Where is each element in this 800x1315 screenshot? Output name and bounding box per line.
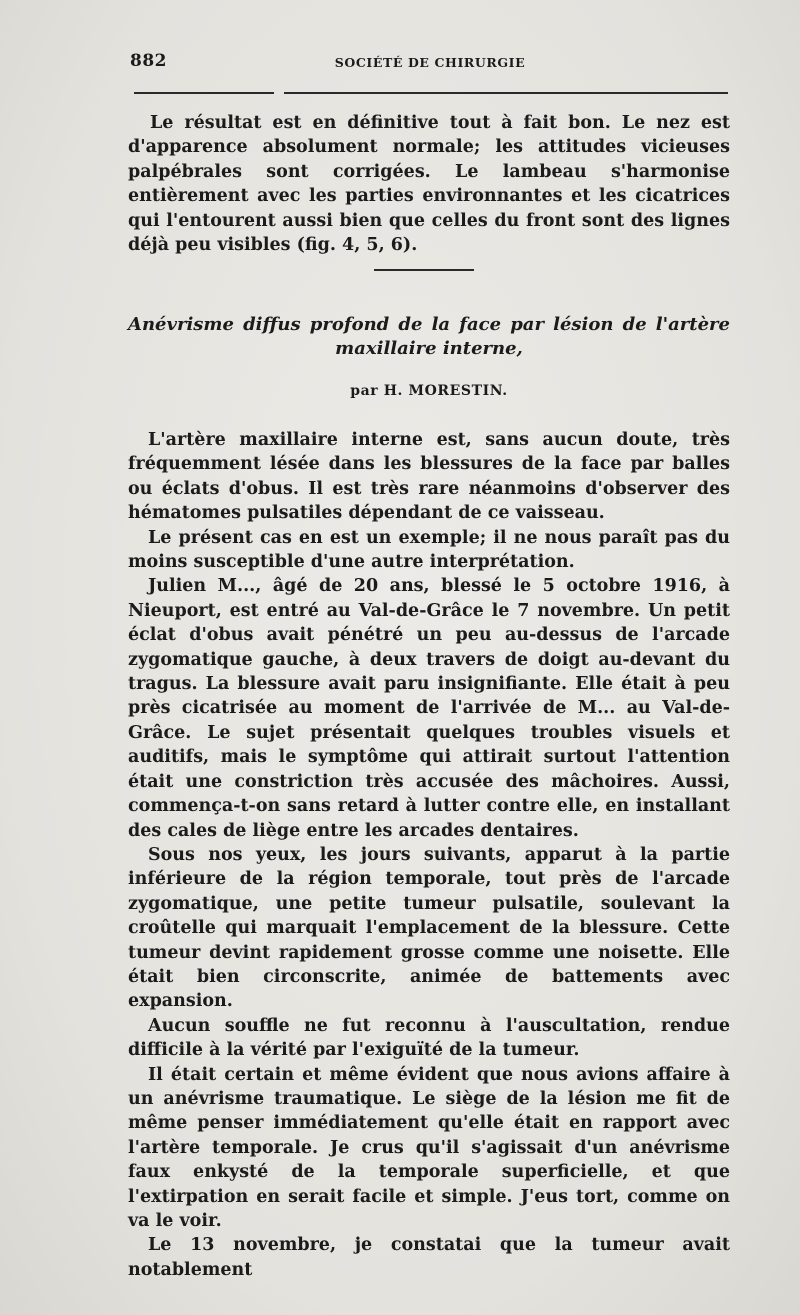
article-title xyxy=(128,313,730,361)
article-paragraph: Aucun souffle ne fut reconnu à l'auscultation, rendue difficile à la vérité par l'exiguïté de la tumeur. xyxy=(128,1015,730,1061)
article-paragraph: L'artère maxillaire interne est, sans aucun doute, très fréquemment lésée dans les blessures de la face par balles ou éclats d'obus. Il est très rare néanmoins d'observer des hématomes pulsatiles dépendant de ce vaisseau. xyxy=(128,430,730,524)
article-paragraph: Il était certain et même évident que nous avions affaire à un anévrisme traumatique. Le siège de la lésion me fit de même penser immédiatement qu'elle était en rapport avec l'artère temporale. Je crus qu'il s'agissait d'un anévrisme faux enkysté de la temporale superficielle, et que l'extirpation en serait facile et simple. J'eus tort, comme on va le voir. xyxy=(128,1064,730,1231)
article-paragraph: Julien M..., âgé de 20 ans, blessé le 5 octobre 1916, à Nieuport, est entré au Val-de-Grâce le 7 novembre. Un petit éclat d'obus avait pénétré un peu au-dessus de l'arcade zygomatique gauche, à deux travers de doigt au-devant du tragus. La blessure avait paru insignifiante. Elle était à peu près cicatrisée au moment de l'arrivée de M... au Val-de-Grâce. Le sujet présentait quelques troubles visuels et auditifs, mais le symptôme qui attirait surtout l'attention était une constriction très accusée des mâchoires. Aussi, commença-t-on sans retard à lutter contre elle, en installant des cales de liège entre les arcades dentaires. xyxy=(128,576,730,841)
article-paragraph: Sous nos yeux, les jours suivants, apparut à la partie inférieure de la région temporale, tout près de l'arcade zygomatique, une petite tumeur pulsatile, soulevant la croûtelle qui marquait l'emplacement de la blessure. Cette tumeur devint rapidement grosse comme une noisette. Elle était bien circonscrite, animée de battements avec expansion. xyxy=(128,844,730,1012)
intro-paragraph: Le résultat est en définitive tout à fait bon. Le nez est d'apparence absolument normale; les attitudes vicieuses palpébrales sont corrigées. Le lambeau s'harmonise entièrement avec les parties environnantes et les cicatrices qui l'entourent aussi bien que celles du front sont des lignes déjà peu visibles (fig. 4, 5, 6). xyxy=(128,113,730,256)
article-paragraph: Le 13 novembre, je constatai que la tumeur avait notablement xyxy=(128,1235,730,1280)
section-separator xyxy=(374,269,474,271)
article-title-line-2: maxillaire interne, xyxy=(335,338,523,359)
header-rule-left xyxy=(134,92,274,94)
article-body xyxy=(128,428,730,1282)
page-number: 882 xyxy=(130,51,167,71)
article-author: par H. MORESTIN. xyxy=(350,383,508,399)
header-rule-right xyxy=(284,92,728,94)
article-title-line-1: Anévrisme diffus profond de la face par lésion de l'artère xyxy=(128,314,730,335)
page-header xyxy=(130,51,730,73)
article-paragraph: Le présent cas en est un exemple; il ne nous paraît pas du moins susceptible d'une autre interprétation. xyxy=(128,527,730,573)
running-head: SOCIÉTÉ DE CHIRURGIE xyxy=(334,55,526,70)
